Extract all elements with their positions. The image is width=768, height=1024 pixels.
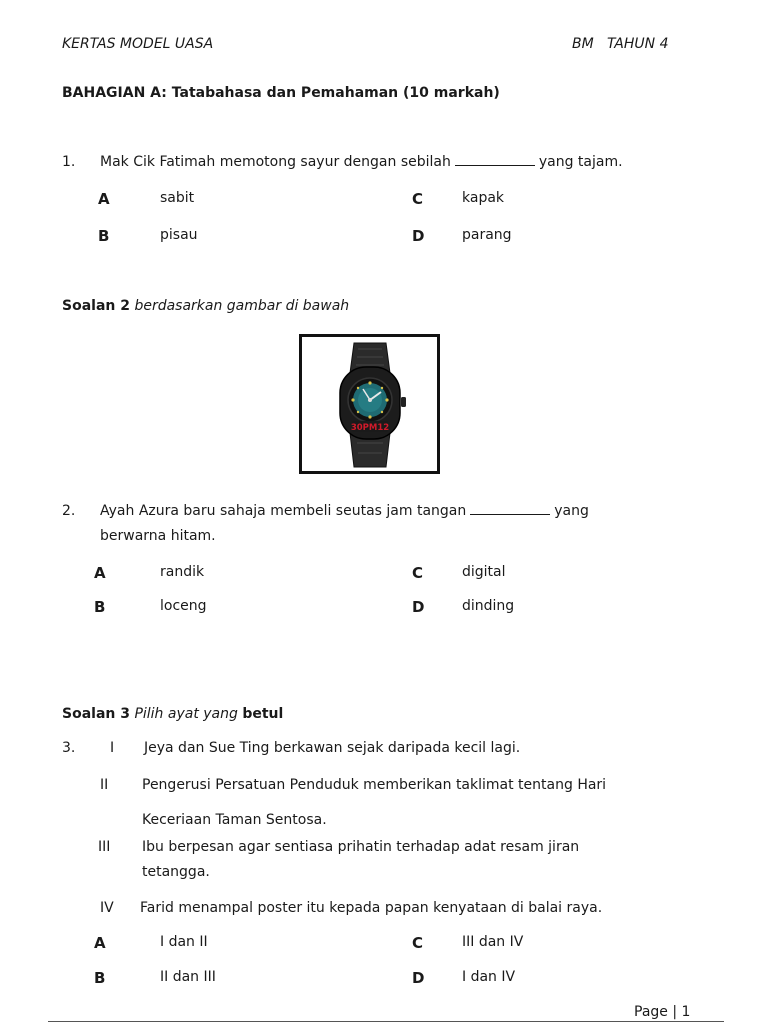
question-2-text-line2: berwarna hitam. [100,528,216,544]
question-2-text-before: Ayah Azura baru sahaja membeli seutas jam tangan [100,503,467,519]
statement-roman: III [98,839,111,855]
option-letter: D [412,598,425,616]
option-letter: C [412,934,424,952]
instruction-italic: berdasarkan gambar di bawah [134,298,350,314]
statement-text: Jeya dan Sue Ting berkawan sejak daripada kecil lagi. [144,740,521,756]
option-text: pisau [160,227,198,243]
option-text: I dan II [160,934,208,950]
statement-text: Pengerusi Persatuan Penduduk memberikan taklimat tentang Hari [142,777,607,793]
instruction-bold-end: betul [242,706,284,722]
statement-roman: II [100,777,109,793]
statement-text: Farid menampal poster itu kepada papan kenyataan di balai raya. [140,900,603,916]
question-2-text [100,503,589,519]
question-3-number: 3. [62,740,76,756]
question-2-number: 2. [62,503,76,519]
statement-roman: IV [100,900,114,916]
statement-text: Ibu berpesan agar sentiasa prihatin terhadap adat resam jiran [142,839,580,855]
option-letter: C [412,190,424,208]
answer-blank [470,504,550,515]
option-text: parang [462,227,512,243]
footer-divider [48,1021,724,1022]
option-text: loceng [160,598,207,614]
option-text: I dan IV [462,969,516,985]
option-letter: D [412,227,425,245]
wristwatch-icon [302,337,437,471]
instruction-bold: Soalan 3 [62,706,130,722]
option-text: II dan III [160,969,216,985]
header-right: BM TAHUN 4 [572,36,669,52]
option-text: digital [462,564,506,580]
option-text: dinding [462,598,515,614]
question-1-text [100,154,623,170]
watch-dial-label: 30PM12 [350,423,390,433]
answer-blank [455,155,535,166]
header-left: KERTAS MODEL UASA [62,36,214,52]
question-1-number: 1. [62,154,76,170]
instruction-italic: Pilih ayat yang [134,706,238,722]
statement-text: Keceriaan Taman Sentosa. [142,812,327,828]
question-1-text-after: yang tajam. [538,154,623,170]
question-3-instruction [62,706,283,722]
option-text: randik [160,564,205,580]
option-letter: B [94,598,106,616]
statement-roman: I [110,740,115,756]
option-letter: B [98,227,110,245]
option-letter: C [412,564,424,582]
statement-text: tetangga. [142,864,210,880]
option-text: sabit [160,190,195,206]
page-number: Page | 1 [634,1004,691,1020]
option-letter: B [94,969,106,987]
question-2-instruction [62,298,349,314]
question-1-text-before: Mak Cik Fatimah memotong sayur dengan sebilah [100,154,451,170]
option-text: III dan IV [462,934,524,950]
question-2-text-after: yang [554,503,589,519]
option-letter: A [94,564,106,582]
option-text: kapak [462,190,505,206]
section-title: BAHAGIAN A: Tatabahasa dan Pemahaman (10 markah) [62,85,500,101]
option-letter: A [98,190,110,208]
option-letter: D [412,969,425,987]
instruction-bold: Soalan 2 [62,298,130,314]
watch-picture [299,334,440,474]
option-letter: A [94,934,106,952]
